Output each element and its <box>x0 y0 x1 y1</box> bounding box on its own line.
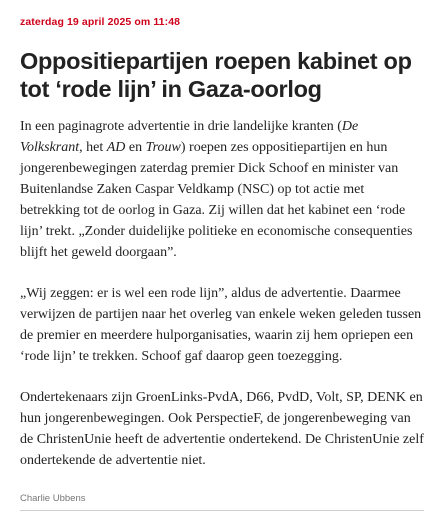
bottom-divider <box>20 510 424 511</box>
paragraph-1-text-b: , het <box>79 140 107 155</box>
paragraph-1-text-d: ) roepen zes oppositiepartijen en hun jongerenbewegingen zaterdag premier Dick Schoof en minister van Buitenlandse Zaken Caspar Veldkamp (NSC) op tot actie met betrekking tot de oorlog in Gaza. Zij willen dat het kabinet een ‘rode lijn’ trekt. „Zonder duidelijke politieke en economische consequenties blijft het geweld doorgaan”. <box>20 140 413 260</box>
paragraph-1 <box>20 116 424 263</box>
newspaper-ad: AD <box>106 140 126 155</box>
paragraph-1-text-a: In een paginagrote advertentie in drie landelijke kranten ( <box>20 119 342 134</box>
paragraph-2: „Wij zeggen: er is wel een rode lijn”, aldus de advertentie. Daarmee verwijzen de partijen naar het overleg van enkele weken geleden tussen de premier en meerdere hulporganisaties, waarin zij hem opriepen een ‘rode lijn’ te trekken. Schoof gaf daarop geen toezegging. <box>20 286 422 364</box>
article-body <box>20 116 424 471</box>
newspaper-volkskrant: De Volkskrant <box>20 119 359 155</box>
article-author: Charlie Ubbens <box>20 493 86 504</box>
paragraph-1-text-c: en <box>125 140 146 155</box>
article <box>20 16 424 504</box>
article-timestamp: zaterdag 19 april 2025 om 11:48 <box>20 16 181 28</box>
article-headline: Oppositiepartijen roepen kabinet op tot ‘rode lijn’ in Gaza-oorlog <box>20 48 412 102</box>
newspaper-trouw: Trouw <box>145 140 181 155</box>
paragraph-3: Ondertekenaars zijn GroenLinks-PvdA, D66, PvdD, Volt, SP, DENK en hun jongerenbewegingen. Ook PerspectieF, de jongerenbeweging van de ChristenUnie heeft de advertentie ondertekend. De ChristenUnie zelf ondertekende de advertentie niet. <box>20 390 424 468</box>
